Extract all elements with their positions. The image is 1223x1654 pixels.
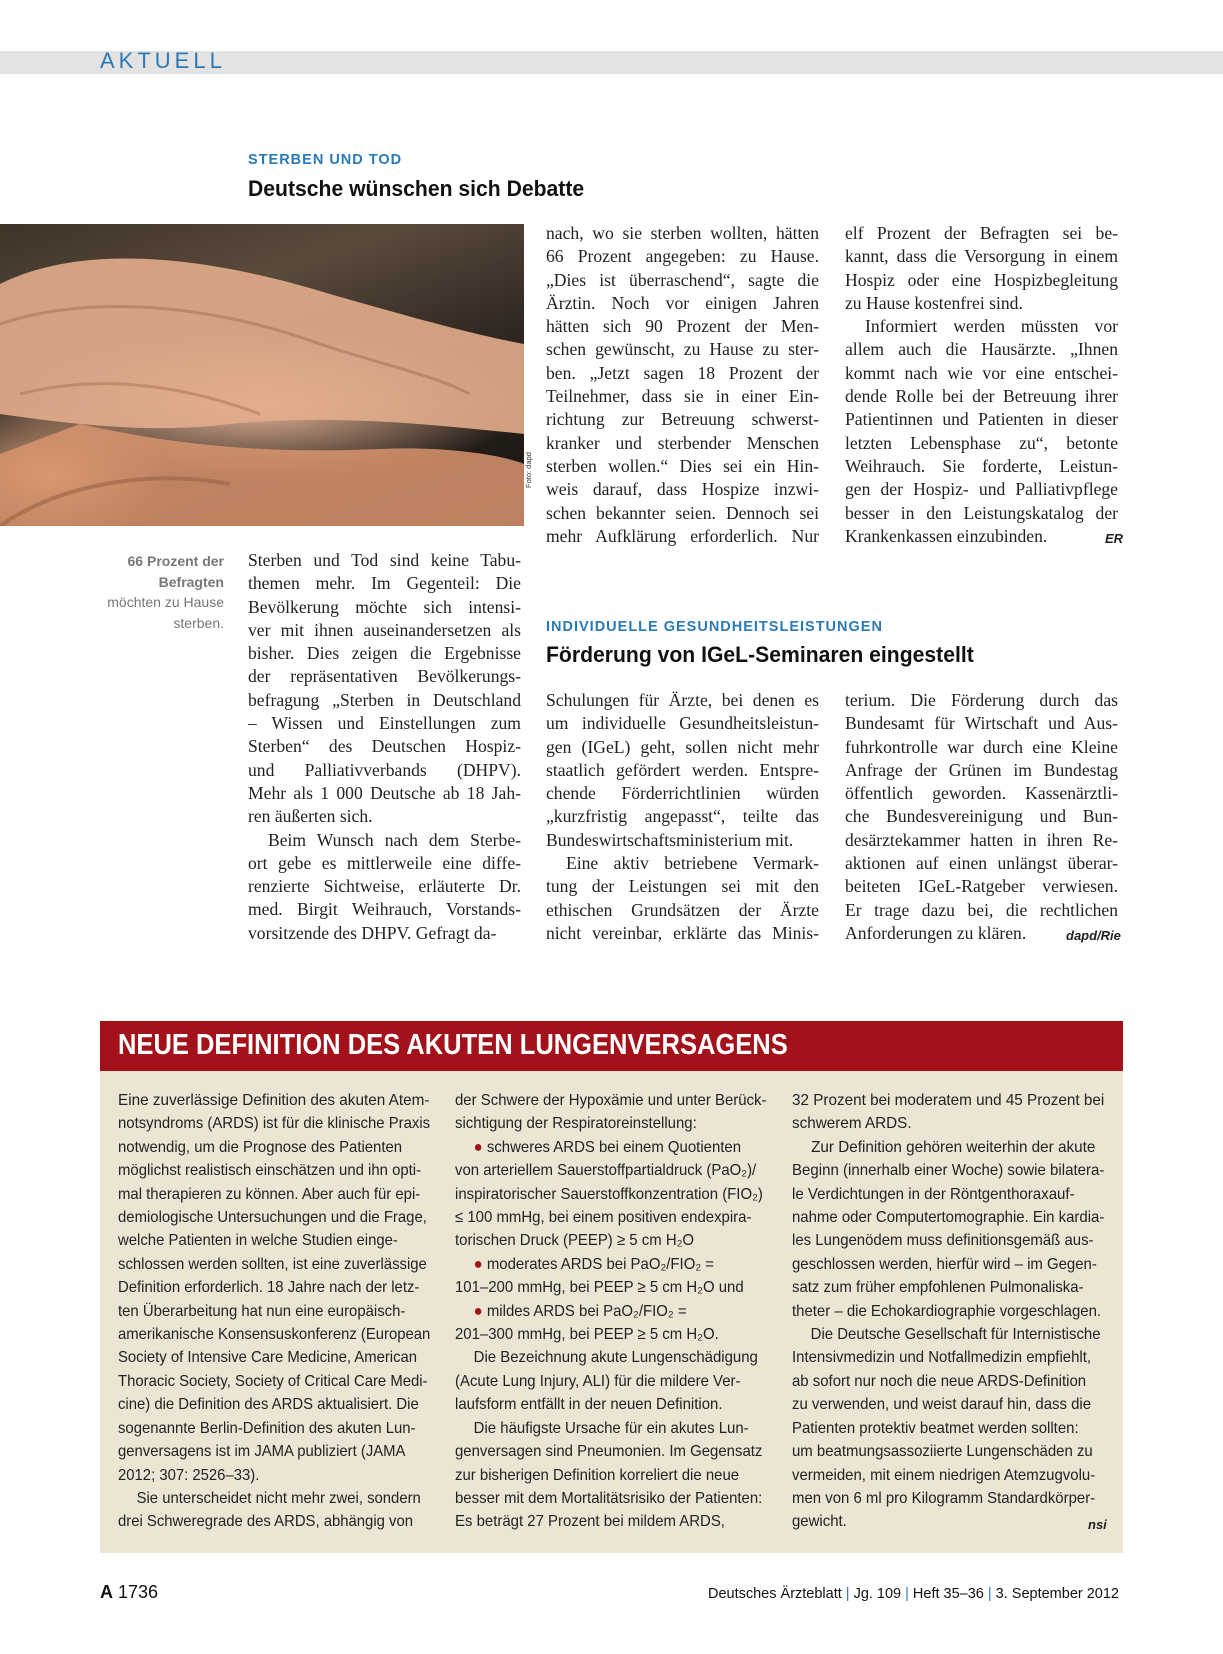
text-line-content: theter – die Echokardiographie vorgeschlagen.: [792, 1302, 1102, 1320]
text-line: Er trage dazu bei, die rechtlichen: [845, 899, 1118, 920]
text-line: [792, 1136, 1111, 1159]
info-box-title: NEUE DEFINITION DES AKUTEN LUNGENVERSAGENS: [118, 1029, 788, 1061]
caption-bold: 66 Prozent der Befragten: [127, 553, 224, 590]
caption-text: möchten zu Hause sterben.: [107, 594, 224, 631]
text-line-content: sichtigung der Respiratoreinstellung:: [455, 1115, 697, 1133]
text-line-content: Thoracic Society, Society of Critical Care Medi-: [118, 1372, 428, 1390]
text-line: terium. Die Förderung durch das: [845, 690, 1118, 710]
text-line-content: zu verwenden, und weist darauf hin, dass die: [792, 1396, 1092, 1414]
journal-volume: Jg. 109: [853, 1586, 902, 1602]
text-line-content: les Lungenödem muss definitionsgemäß aus-: [792, 1232, 1094, 1250]
text-line: [792, 1159, 1106, 1182]
text-line: Eine aktiv betriebene Vermark-: [566, 853, 819, 874]
page-number-value: 1736: [118, 1582, 159, 1602]
text-line: [118, 1300, 431, 1323]
text-line-content: inspiratorischer Sauerstoffkonzentration (FIO₂): [455, 1185, 763, 1203]
text-line: [455, 1229, 766, 1252]
text-line-content: genversagens ist im JAMA publiziert (JAMA: [118, 1443, 406, 1461]
text-line: Sterben und Tod sind keine Tabu-: [248, 550, 521, 570]
text-line: zu Hause kostenfrei sind.: [845, 292, 1023, 313]
text-line: [792, 1112, 1111, 1135]
bullet-icon: ●: [473, 1138, 487, 1156]
text-line-content: ten Überarbeitung hat nun eine europäisch-: [118, 1302, 406, 1320]
text-line-content: Es beträgt 27 Prozent bei mildem ARDS,: [455, 1513, 725, 1531]
text-line-content: sogenannte Berlin-Definition des akuten Lun-: [118, 1419, 416, 1437]
photo-credit: Foto: dapd: [524, 452, 533, 488]
article2-headline: Förderung von IGeL-Seminaren eingestellt: [546, 642, 974, 667]
text-line: desärztekammer hatten in ihren Re-: [845, 829, 1118, 850]
text-line: „Dies ist überraschend“, sagte die: [546, 269, 819, 290]
text-line: [792, 1464, 1104, 1487]
text-line: [455, 1370, 766, 1393]
text-line: Krankenkassen einzubinden.: [845, 525, 1048, 546]
text-line-content: Zur Definition gehören weiterhin der akute: [811, 1138, 1096, 1156]
text-line: [118, 1276, 431, 1299]
separator: |: [905, 1586, 909, 1602]
text-line: [455, 1393, 766, 1416]
text-line: [118, 1323, 430, 1346]
text-line-content: genversagen sind Pneumonien. Im Gegensatz: [455, 1443, 763, 1461]
text-line: [118, 1346, 430, 1369]
text-line: [792, 1183, 1106, 1206]
text-line: med. Birgit Weihrauch, Vorstands-: [248, 899, 521, 920]
text-line: [455, 1323, 766, 1346]
article1-headline: Deutsche wünschen sich Debatte: [248, 176, 585, 201]
text-line: [792, 1089, 1111, 1112]
text-line: [118, 1417, 430, 1440]
text-line-content: moderates ARDS bei PaO₂/FIO₂ =: [486, 1255, 714, 1273]
text-line: vorsitzende des DHPV. Gefragt da-: [248, 922, 497, 943]
text-line-content: gewicht.: [792, 1513, 847, 1531]
text-line: der repräsentativen Bevölkerungs-: [248, 666, 521, 687]
text-line: [792, 1370, 1104, 1393]
page-letter: A: [100, 1582, 113, 1602]
text-line: tung der Leistungen sei mit den: [546, 876, 819, 897]
text-line: [118, 1112, 431, 1135]
text-line-content: besser mit dem Mortalitätsrisiko der Patienten:: [455, 1489, 763, 1507]
text-line-content: Patienten protektiv beatmet werden sollten:: [792, 1419, 1079, 1437]
page-number: [100, 1582, 158, 1603]
separator: |: [987, 1586, 992, 1602]
text-line: [792, 1206, 1104, 1229]
article1-column-1: [248, 549, 521, 945]
text-line: gen der Hospiz- und Palliativpflege: [845, 479, 1118, 500]
text-line: Patientinnen und Patienten in dieser: [845, 409, 1118, 430]
text-line: ren äußerten sich.: [248, 806, 373, 827]
text-line-content: drei Schweregrade des ARDS, abhängig von: [118, 1513, 413, 1531]
article1-signature: ER: [1105, 531, 1124, 546]
text-line: Sterben“ des Deutschen Hospiz-: [248, 736, 521, 757]
text-line-content: Die häufigste Ursache für ein akutes Lun-: [473, 1419, 749, 1437]
text-line: [792, 1276, 1104, 1299]
separator: |: [845, 1586, 850, 1602]
text-line-content: schweres ARDS bei einem Quotienten: [486, 1138, 742, 1156]
journal-info: [708, 1586, 1119, 1602]
text-line-content: (Acute Lung Injury, ALI) für die mildere Ver-: [455, 1372, 741, 1390]
text-line-content: schwerem ARDS.: [792, 1115, 912, 1133]
text-line: themen mehr. Im Gegenteil: Die: [248, 573, 521, 594]
text-line: [455, 1112, 766, 1135]
text-line: [455, 1136, 766, 1159]
text-line-content: 201–300 mmHg, bei PEEP ≥ 5 cm H₂O.: [455, 1326, 719, 1344]
text-line: renzierte Sichtweise, erläuterte Dr.: [248, 876, 521, 897]
text-line: [118, 1183, 431, 1206]
text-line-content: ≤ 100 mmHg, bei einem positiven endexpira-: [455, 1209, 752, 1227]
text-line: [792, 1487, 1104, 1510]
text-line-content: torischen Druck (PEEP) ≥ 5 cm H₂O: [455, 1232, 695, 1250]
text-line: [118, 1089, 440, 1112]
text-line: [792, 1510, 1104, 1533]
text-line-content: Intensivmedizin und Notfallmedizin empfiehlt,: [792, 1349, 1092, 1367]
text-line: [118, 1253, 431, 1276]
text-line: [455, 1276, 766, 1299]
text-line-content: geschlossen werden, hierfür wird – im Gegen-: [792, 1255, 1097, 1273]
text-line: ver mit ihnen auseinandersetzen als: [248, 619, 521, 640]
text-line: Hospiz oder eine Hospizbegleitung: [845, 269, 1118, 290]
text-line: [118, 1229, 431, 1252]
text-line-content: laufsform entfällt in der neuen Definition.: [455, 1396, 723, 1414]
text-line: [455, 1089, 766, 1112]
text-line: aktionen auf einen unlängst überar-: [845, 853, 1118, 874]
text-line-content: Die Deutsche Gesellschaft für Internistische: [810, 1326, 1101, 1344]
text-line: sterben wollen.“ Dies sei ein Hin-: [546, 455, 819, 476]
text-line: beiteten IGeL-Ratgeber verwiesen.: [845, 876, 1118, 897]
text-line: kannt, dass die Versorgung in einem: [845, 246, 1118, 267]
text-line: [455, 1183, 766, 1206]
text-line: befragung „Sterben in Deutschland: [248, 689, 521, 710]
text-line: Bundesamt für Wirtschaft und Aus-: [845, 713, 1118, 734]
text-line-content: Sie unterscheidet nicht mehr zwei, sondern: [136, 1489, 421, 1507]
text-line: ethischen Grundsätzen der Ärzte: [546, 899, 819, 920]
text-line-content: 101–200 mmHg, bei PEEP ≥ 5 cm H₂O und: [455, 1279, 744, 1297]
text-line: [792, 1440, 1104, 1463]
photo-caption: [88, 551, 224, 633]
text-line: gen (IGeL) geht, sollen nicht mehr: [546, 736, 819, 757]
text-line: richtung zur Betreuung schwerst-: [546, 409, 819, 430]
text-line: Schulungen für Ärzte, bei denen es: [546, 690, 819, 710]
text-line-content: von arteriellem Sauerstoffpartialdruck (PaO₂)/: [455, 1162, 757, 1180]
article2-column-1: [546, 689, 819, 945]
text-line-content: nahme oder Computertomographie. Ein kardia-: [792, 1209, 1105, 1227]
text-line: 66 Prozent angegeben: zu Hause.: [546, 246, 819, 267]
info-box-column-3: [792, 1089, 1126, 1534]
text-line: nicht vereinbar, erklärte das Minis-: [546, 922, 819, 943]
text-line: Bundeswirtschaftsministerium mit.: [546, 829, 794, 850]
text-line: weis darauf, dass Hospize inzwi-: [546, 479, 819, 500]
text-line-content: Eine zuverlässige Definition des akuten Atem-: [118, 1092, 430, 1109]
article2-kicker: INDIVIDUELLE GESUNDHEITSLEISTUNGEN: [546, 619, 883, 635]
text-line: hätten sich 90 Prozent der Men-: [546, 316, 819, 337]
text-line-content: le Verdichtungen in der Röntgenthoraxauf-: [792, 1185, 1075, 1203]
text-line-content: mildes ARDS bei PaO₂/FIO₂ =: [486, 1302, 687, 1320]
text-line: und Palliativverbands (DHPV).: [248, 759, 521, 780]
article1-column-3: [845, 222, 1118, 548]
text-line: [792, 1393, 1104, 1416]
journal-date: 3. September 2012: [995, 1586, 1119, 1602]
text-line-content: vermeiden, mit einem niedrigen Atemzugvolu-: [792, 1466, 1096, 1484]
text-line-content: 32 Prozent bei moderatem und 45 Prozent bei: [792, 1092, 1105, 1109]
article2-signature: dapd/Rie: [1066, 928, 1121, 943]
text-line: [118, 1510, 430, 1533]
text-line-content: um beatmungsassoziierte Lungenschäden zu: [792, 1443, 1093, 1461]
text-line: staatlich gefördert werden. Entspre-: [546, 759, 819, 780]
text-line-content: cine) die Definition des ARDS aktualisiert. Die: [118, 1396, 419, 1414]
text-line: Bevölkerung möchte sich intensi-: [248, 596, 521, 617]
text-line-content: men von 6 ml pro Kilogramm Standardkörper-: [792, 1489, 1096, 1507]
section-label: AKTUELL: [100, 48, 226, 73]
text-line-content: Definition erforderlich. 18 Jahre nach der letz-: [118, 1279, 420, 1297]
text-line: Anforderungen zu klären.: [845, 922, 1027, 943]
text-line-content: Die Bezeichnung akute Lungenschädigung: [473, 1349, 758, 1367]
article1-kicker: STERBEN UND TOD: [248, 152, 403, 168]
text-line: besser in den Leistungskatalog der: [845, 502, 1118, 523]
text-line: ben. „Jetzt sagen 18 Prozent der: [546, 362, 819, 383]
text-line: [455, 1159, 766, 1182]
article1-column-2: [546, 222, 819, 548]
text-line: [455, 1417, 766, 1440]
bullet-icon: ●: [473, 1302, 487, 1320]
text-line: [792, 1253, 1104, 1276]
text-line-content: welche Patienten in welche Studien einge-: [118, 1232, 398, 1250]
text-line: [455, 1440, 766, 1463]
text-line: che Bundesvereinigung und Bun-: [845, 806, 1118, 827]
text-line: elf Prozent der Befragten sei be-: [845, 223, 1118, 243]
journal-name: Deutsches Ärzteblatt: [707, 1586, 842, 1602]
text-line: [118, 1464, 430, 1487]
text-line: um individuelle Gesundheitsleistun-: [546, 713, 819, 734]
text-line-content: schlossen werden sollten, ist eine zuverlässige: [118, 1255, 427, 1273]
text-line-content: Beginn (innerhalb einer Woche) sowie bilatera-: [792, 1162, 1105, 1180]
text-line: schen gewünscht, zu Hause zu ster-: [546, 339, 819, 360]
text-line: „kurzfristig angepasst“, teilte das: [546, 806, 819, 827]
text-line: kommt nach wie vor eine entschei-: [845, 362, 1118, 383]
text-line: Informiert werden müssten vor: [865, 316, 1118, 337]
text-line: Beim Wunsch nach dem Sterbe-: [268, 829, 521, 850]
text-line: mehr Aufklärung erforderlich. Nur: [546, 525, 819, 546]
text-line: [792, 1229, 1104, 1252]
text-line: bisher. Dies zeigen die Ergebnisse: [248, 643, 521, 664]
text-line-content: demiologische Untersuchungen und die Frage,: [118, 1209, 427, 1227]
text-line-content: 2012; 307: 2526–33).: [118, 1466, 260, 1484]
text-line: kranker und sterbender Menschen: [546, 432, 819, 453]
text-line: allem auch die Hausärzte. „Ihnen: [845, 339, 1118, 360]
text-line: [118, 1370, 430, 1393]
text-line: [792, 1346, 1104, 1369]
text-line: [792, 1323, 1104, 1346]
text-line: Teilnehmer, dass sie in einer Ein-: [546, 386, 819, 407]
text-line-content: mal therapieren zu können. Aber auch für epi-: [118, 1185, 421, 1203]
text-line-content: zur bisherigen Definition korreliert die neue: [455, 1466, 740, 1484]
text-line: öffentlich geworden. Kassenärztli-: [845, 783, 1118, 804]
text-line: [118, 1440, 430, 1463]
hands-photo: [0, 224, 524, 526]
text-line: [455, 1206, 766, 1229]
text-line: – Wissen und Einstellungen zum: [248, 713, 521, 734]
text-line: Anfrage der Grünen im Bundestag: [845, 759, 1118, 780]
text-line: nach, wo sie sterben wollten, hätten: [546, 223, 819, 243]
text-line: [455, 1510, 766, 1533]
text-line: fuhrkontrolle war durch eine Kleine: [845, 736, 1118, 757]
text-line-content: satz zum früher empfohlenen Pulmonaliska-: [792, 1279, 1084, 1297]
text-line: ort gebe es mittlerweile eine diffe-: [248, 852, 521, 873]
text-line: [455, 1300, 766, 1323]
text-line: [792, 1417, 1104, 1440]
text-line: chende Förderrichtlinien würden: [546, 783, 819, 804]
text-line-content: amerikanische Konsensuskonferenz (European: [118, 1326, 431, 1344]
text-line: Mehr als 1 000 Deutsche ab 18 Jah-: [248, 782, 521, 803]
text-line: [455, 1464, 766, 1487]
text-line: letzten Lebensphase zu“, betonte: [845, 432, 1118, 453]
bullet-icon: ●: [473, 1255, 487, 1273]
article2-column-2: [845, 689, 1118, 945]
text-line-content: möglichst realistisch einschätzen und ihn opti-: [118, 1162, 422, 1180]
info-box-column-2: [455, 1089, 789, 1534]
text-line-content: der Schwere der Hypoxämie und unter Berück-: [455, 1092, 767, 1109]
info-box-column-1: [118, 1089, 454, 1534]
text-line: Weihrauch. Sie forderte, Leistun-: [845, 455, 1118, 476]
journal-issue: Heft 35–36: [912, 1586, 984, 1602]
text-line: [455, 1253, 766, 1276]
info-box-signature: nsi: [1088, 1517, 1107, 1532]
hands-photo-illustration: [0, 224, 524, 526]
text-line: Ärztin. Noch vor einigen Jahren: [546, 292, 819, 313]
text-line: [118, 1136, 431, 1159]
text-line: [118, 1487, 430, 1510]
text-line-content: ab sofort nur noch die neue ARDS-Definition: [792, 1372, 1087, 1390]
text-line: [792, 1300, 1104, 1323]
text-line: schen bekannter seien. Dennoch sei: [546, 502, 819, 523]
text-line: [118, 1393, 430, 1416]
text-line: [455, 1346, 766, 1369]
text-line-content: Society of Intensive Care Medicine, American: [118, 1349, 418, 1367]
text-line: dende Rolle bei der Betreuung ihrer: [845, 386, 1118, 407]
text-line-content: notsyndroms (ARDS) ist für die klinische Praxis: [118, 1115, 431, 1133]
text-line-content: notwendig, um die Prognose des Patienten: [118, 1138, 403, 1156]
text-line: [118, 1159, 431, 1182]
text-line: [118, 1206, 431, 1229]
text-line: [455, 1487, 766, 1510]
